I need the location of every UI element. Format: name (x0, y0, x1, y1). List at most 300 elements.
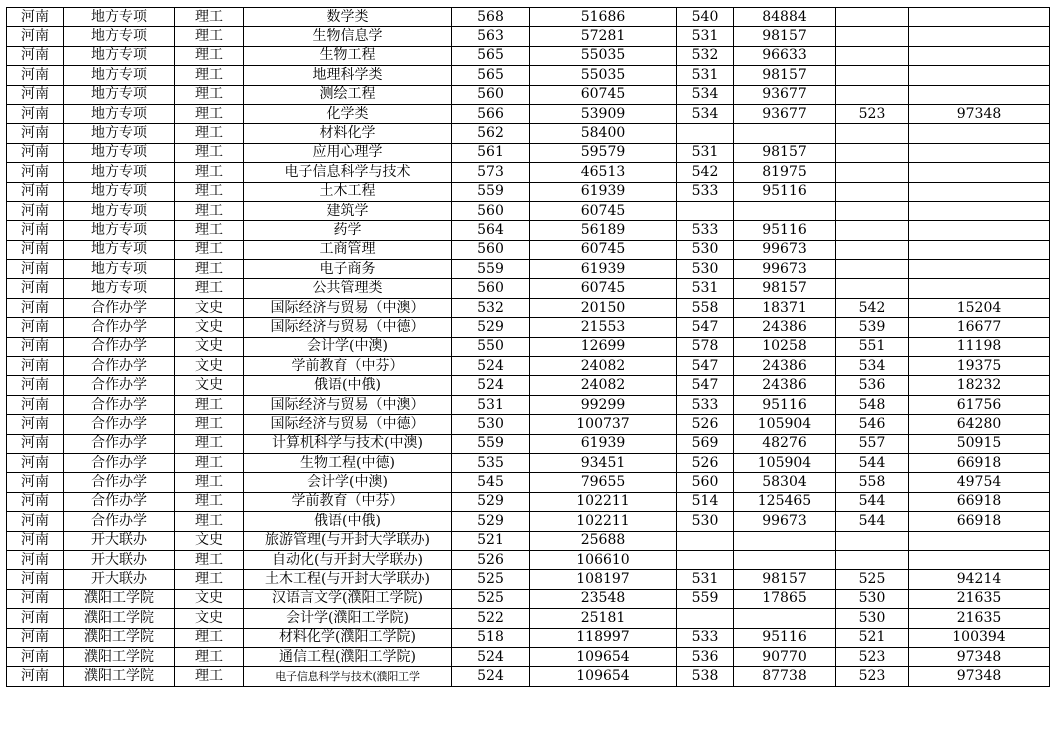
rank-cell: 24386 (734, 357, 836, 376)
table-row (7, 609, 1050, 628)
batch-type-cell: 濮阳工学院 (64, 647, 175, 666)
score-cell: 560 (677, 473, 734, 492)
batch-type-cell: 开大联办 (64, 570, 175, 589)
score-cell: 536 (677, 647, 734, 666)
score-cell: 530 (836, 609, 909, 628)
score-cell: 526 (452, 550, 530, 569)
rank-cell: 24386 (734, 318, 836, 337)
score-cell: 533 (677, 182, 734, 201)
score-cell: 558 (677, 298, 734, 317)
table-row (7, 298, 1050, 317)
rank-cell: 98157 (734, 570, 836, 589)
rank-cell: 16677 (909, 318, 1050, 337)
score-cell: 547 (677, 376, 734, 395)
rank-cell: 93677 (734, 104, 836, 123)
province-cell: 河南 (7, 531, 64, 550)
subject-category-cell: 理工 (175, 570, 244, 589)
rank-cell: 19375 (909, 357, 1050, 376)
score-cell: 548 (836, 395, 909, 414)
subject-category-cell: 文史 (175, 298, 244, 317)
score-cell (836, 27, 909, 46)
major-name-cell: 土木工程(与开封大学联办) (244, 570, 452, 589)
province-cell: 河南 (7, 570, 64, 589)
batch-type-cell: 濮阳工学院 (64, 609, 175, 628)
table-row (7, 647, 1050, 666)
score-cell: 562 (452, 124, 530, 143)
major-name-cell: 电子信息科学与技术(濮阳工学 (244, 667, 452, 686)
rank-cell: 125465 (734, 492, 836, 511)
score-cell (677, 124, 734, 143)
table-row (7, 221, 1050, 240)
batch-type-cell: 合作办学 (64, 512, 175, 531)
table-row (7, 589, 1050, 608)
subject-category-cell: 文史 (175, 376, 244, 395)
subject-category-cell: 理工 (175, 395, 244, 414)
major-name-cell: 俄语(中俄) (244, 512, 452, 531)
score-cell: 542 (677, 163, 734, 182)
rank-cell (734, 201, 836, 220)
major-name-cell: 土木工程 (244, 182, 452, 201)
major-name-cell: 地理科学类 (244, 66, 452, 85)
score-cell: 560 (452, 85, 530, 104)
major-name-cell: 数学类 (244, 8, 452, 27)
batch-type-cell: 地方专项 (64, 8, 175, 27)
score-cell (836, 550, 909, 569)
rank-cell: 64280 (909, 415, 1050, 434)
rank-cell (909, 550, 1050, 569)
batch-type-cell: 地方专项 (64, 260, 175, 279)
rank-cell: 59579 (530, 143, 677, 162)
score-cell: 523 (836, 667, 909, 686)
score-cell: 523 (836, 104, 909, 123)
score-cell (677, 609, 734, 628)
province-cell: 河南 (7, 46, 64, 65)
score-cell: 521 (836, 628, 909, 647)
province-cell: 河南 (7, 337, 64, 356)
rank-cell: 18232 (909, 376, 1050, 395)
province-cell: 河南 (7, 415, 64, 434)
rank-cell: 61939 (530, 434, 677, 453)
score-cell: 524 (452, 357, 530, 376)
batch-type-cell: 地方专项 (64, 240, 175, 259)
batch-type-cell: 地方专项 (64, 163, 175, 182)
rank-cell (909, 124, 1050, 143)
rank-cell: 102211 (530, 492, 677, 511)
batch-type-cell: 合作办学 (64, 492, 175, 511)
rank-cell: 46513 (530, 163, 677, 182)
score-cell (836, 124, 909, 143)
major-name-cell: 通信工程(濮阳工学院) (244, 647, 452, 666)
score-cell: 544 (836, 512, 909, 531)
major-name-cell: 学前教育（中芬） (244, 492, 452, 511)
table-row (7, 279, 1050, 298)
score-cell: 536 (836, 376, 909, 395)
rank-cell (734, 609, 836, 628)
table-row (7, 453, 1050, 472)
major-name-cell: 工商管理 (244, 240, 452, 259)
subject-category-cell: 理工 (175, 124, 244, 143)
rank-cell: 21635 (909, 609, 1050, 628)
rank-cell: 17865 (734, 589, 836, 608)
score-cell: 560 (452, 279, 530, 298)
score-cell (836, 531, 909, 550)
score-cell: 530 (677, 512, 734, 531)
score-cell: 531 (677, 143, 734, 162)
score-cell: 530 (836, 589, 909, 608)
subject-category-cell: 文史 (175, 589, 244, 608)
score-cell: 551 (836, 337, 909, 356)
score-cell: 531 (452, 395, 530, 414)
rank-cell: 58304 (734, 473, 836, 492)
batch-type-cell: 濮阳工学院 (64, 667, 175, 686)
rank-cell: 60745 (530, 85, 677, 104)
score-cell: 534 (677, 85, 734, 104)
rank-cell: 95116 (734, 395, 836, 414)
score-cell: 540 (677, 8, 734, 27)
rank-cell: 98157 (734, 66, 836, 85)
province-cell: 河南 (7, 221, 64, 240)
major-name-cell: 旅游管理(与开封大学联办) (244, 531, 452, 550)
rank-cell: 99299 (530, 395, 677, 414)
table-row (7, 395, 1050, 414)
rank-cell: 53909 (530, 104, 677, 123)
rank-cell: 95116 (734, 221, 836, 240)
major-name-cell: 生物信息学 (244, 27, 452, 46)
batch-type-cell: 合作办学 (64, 415, 175, 434)
batch-type-cell: 地方专项 (64, 201, 175, 220)
subject-category-cell: 理工 (175, 415, 244, 434)
score-cell: 523 (836, 647, 909, 666)
province-cell: 河南 (7, 279, 64, 298)
province-cell: 河南 (7, 589, 64, 608)
major-name-cell: 材料化学 (244, 124, 452, 143)
rank-cell: 24386 (734, 376, 836, 395)
batch-type-cell: 合作办学 (64, 376, 175, 395)
table-row (7, 182, 1050, 201)
major-name-cell: 会计学(中澳) (244, 473, 452, 492)
table-row (7, 628, 1050, 647)
score-cell: 550 (452, 337, 530, 356)
score-cell: 518 (452, 628, 530, 647)
major-name-cell: 国际经济与贸易（中德） (244, 318, 452, 337)
rank-cell: 20150 (530, 298, 677, 317)
subject-category-cell: 文史 (175, 357, 244, 376)
province-cell: 河南 (7, 492, 64, 511)
rank-cell: 18371 (734, 298, 836, 317)
score-cell: 564 (452, 221, 530, 240)
major-name-cell: 材料化学(濮阳工学院) (244, 628, 452, 647)
rank-cell: 99673 (734, 512, 836, 531)
rank-cell: 105904 (734, 453, 836, 472)
major-name-cell: 国际经济与贸易（中德） (244, 415, 452, 434)
score-cell (677, 531, 734, 550)
table-row (7, 357, 1050, 376)
rank-cell: 21635 (909, 589, 1050, 608)
score-cell: 531 (677, 279, 734, 298)
subject-category-cell: 理工 (175, 473, 244, 492)
score-cell: 524 (452, 376, 530, 395)
admission-score-table (6, 7, 1050, 687)
table-row (7, 27, 1050, 46)
subject-category-cell: 文史 (175, 609, 244, 628)
rank-cell: 24082 (530, 376, 677, 395)
score-cell: 531 (677, 570, 734, 589)
rank-cell: 100394 (909, 628, 1050, 647)
score-cell: 530 (677, 260, 734, 279)
score-cell: 514 (677, 492, 734, 511)
province-cell: 河南 (7, 240, 64, 259)
table-row (7, 66, 1050, 85)
rank-cell (909, 221, 1050, 240)
score-cell (677, 201, 734, 220)
score-cell (836, 8, 909, 27)
score-cell: 530 (452, 415, 530, 434)
rank-cell (909, 27, 1050, 46)
subject-category-cell: 理工 (175, 8, 244, 27)
score-cell: 521 (452, 531, 530, 550)
score-cell: 526 (677, 453, 734, 472)
rank-cell: 102211 (530, 512, 677, 531)
rank-cell: 12699 (530, 337, 677, 356)
rank-cell: 94214 (909, 570, 1050, 589)
score-cell: 560 (452, 240, 530, 259)
rank-cell: 106610 (530, 550, 677, 569)
table-row (7, 240, 1050, 259)
major-name-cell: 汉语言文学(濮阳工学院) (244, 589, 452, 608)
score-cell: 559 (677, 589, 734, 608)
rank-cell: 48276 (734, 434, 836, 453)
province-cell: 河南 (7, 453, 64, 472)
score-cell: 578 (677, 337, 734, 356)
rank-cell: 66918 (909, 453, 1050, 472)
score-cell: 524 (452, 667, 530, 686)
table-row (7, 143, 1050, 162)
score-cell: 573 (452, 163, 530, 182)
score-cell (836, 240, 909, 259)
subject-category-cell: 理工 (175, 27, 244, 46)
score-cell: 559 (452, 182, 530, 201)
major-name-cell: 公共管理类 (244, 279, 452, 298)
score-cell: 535 (452, 453, 530, 472)
table-row (7, 473, 1050, 492)
major-name-cell: 电子信息科学与技术 (244, 163, 452, 182)
rank-cell: 109654 (530, 647, 677, 666)
subject-category-cell: 理工 (175, 667, 244, 686)
score-cell: 525 (836, 570, 909, 589)
rank-cell: 61939 (530, 182, 677, 201)
score-cell: 526 (677, 415, 734, 434)
rank-cell: 81975 (734, 163, 836, 182)
rank-cell (734, 550, 836, 569)
score-cell: 544 (836, 453, 909, 472)
score-cell: 545 (452, 473, 530, 492)
rank-cell: 97348 (909, 647, 1050, 666)
subject-category-cell: 理工 (175, 85, 244, 104)
subject-category-cell: 理工 (175, 628, 244, 647)
major-name-cell: 测绘工程 (244, 85, 452, 104)
score-cell (836, 46, 909, 65)
province-cell: 河南 (7, 8, 64, 27)
rank-cell: 98157 (734, 27, 836, 46)
score-cell: 547 (677, 357, 734, 376)
rank-cell: 61939 (530, 260, 677, 279)
rank-cell: 50915 (909, 434, 1050, 453)
rank-cell (734, 124, 836, 143)
major-name-cell: 国际经济与贸易（中澳） (244, 395, 452, 414)
subject-category-cell: 理工 (175, 647, 244, 666)
batch-type-cell: 合作办学 (64, 318, 175, 337)
province-cell: 河南 (7, 201, 64, 220)
score-cell: 559 (452, 434, 530, 453)
province-cell: 河南 (7, 124, 64, 143)
major-name-cell: 俄语(中俄) (244, 376, 452, 395)
rank-cell: 66918 (909, 492, 1050, 511)
rank-cell: 60745 (530, 240, 677, 259)
score-cell: 538 (677, 667, 734, 686)
province-cell: 河南 (7, 434, 64, 453)
rank-cell: 61756 (909, 395, 1050, 414)
score-cell: 559 (452, 260, 530, 279)
rank-cell (909, 66, 1050, 85)
batch-type-cell: 地方专项 (64, 143, 175, 162)
subject-category-cell: 理工 (175, 512, 244, 531)
table-row (7, 46, 1050, 65)
province-cell: 河南 (7, 473, 64, 492)
score-cell: 532 (452, 298, 530, 317)
batch-type-cell: 合作办学 (64, 337, 175, 356)
province-cell: 河南 (7, 550, 64, 569)
major-name-cell: 药学 (244, 221, 452, 240)
table-row (7, 492, 1050, 511)
table-body (7, 8, 1050, 687)
rank-cell: 99673 (734, 260, 836, 279)
rank-cell: 11198 (909, 337, 1050, 356)
score-cell: 566 (452, 104, 530, 123)
subject-category-cell: 文史 (175, 531, 244, 550)
table-row (7, 8, 1050, 27)
province-cell: 河南 (7, 298, 64, 317)
score-cell: 539 (836, 318, 909, 337)
rank-cell: 49754 (909, 473, 1050, 492)
score-cell: 544 (836, 492, 909, 511)
score-cell: 531 (677, 27, 734, 46)
rank-cell: 118997 (530, 628, 677, 647)
batch-type-cell: 地方专项 (64, 46, 175, 65)
rank-cell (909, 260, 1050, 279)
rank-cell (909, 8, 1050, 27)
score-cell (836, 279, 909, 298)
table-row (7, 550, 1050, 569)
score-cell: 524 (452, 647, 530, 666)
score-cell: 558 (836, 473, 909, 492)
score-cell (836, 201, 909, 220)
major-name-cell: 国际经济与贸易（中澳） (244, 298, 452, 317)
major-name-cell: 学前教育（中芬） (244, 357, 452, 376)
batch-type-cell: 地方专项 (64, 279, 175, 298)
batch-type-cell: 濮阳工学院 (64, 589, 175, 608)
subject-category-cell: 理工 (175, 240, 244, 259)
score-cell: 529 (452, 318, 530, 337)
score-cell: 542 (836, 298, 909, 317)
table-row (7, 85, 1050, 104)
score-cell (836, 85, 909, 104)
score-cell: 534 (836, 357, 909, 376)
province-cell: 河南 (7, 260, 64, 279)
score-cell (836, 163, 909, 182)
rank-cell: 99673 (734, 240, 836, 259)
table-row (7, 163, 1050, 182)
batch-type-cell: 地方专项 (64, 66, 175, 85)
rank-cell: 55035 (530, 66, 677, 85)
score-cell: 561 (452, 143, 530, 162)
subject-category-cell: 理工 (175, 66, 244, 85)
rank-cell: 98157 (734, 279, 836, 298)
batch-type-cell: 地方专项 (64, 85, 175, 104)
subject-category-cell: 文史 (175, 318, 244, 337)
score-cell: 557 (836, 434, 909, 453)
rank-cell: 84884 (734, 8, 836, 27)
score-cell (836, 143, 909, 162)
province-cell: 河南 (7, 318, 64, 337)
rank-cell: 93677 (734, 85, 836, 104)
score-cell: 533 (677, 221, 734, 240)
score-cell: 547 (677, 318, 734, 337)
table-row (7, 337, 1050, 356)
province-cell: 河南 (7, 182, 64, 201)
rank-cell: 60745 (530, 279, 677, 298)
subject-category-cell: 理工 (175, 221, 244, 240)
score-cell: 533 (677, 395, 734, 414)
major-name-cell: 会计学(中澳) (244, 337, 452, 356)
subject-category-cell: 理工 (175, 201, 244, 220)
rank-cell: 24082 (530, 357, 677, 376)
table-row (7, 512, 1050, 531)
province-cell: 河南 (7, 376, 64, 395)
score-cell: 568 (452, 8, 530, 27)
batch-type-cell: 地方专项 (64, 104, 175, 123)
subject-category-cell: 理工 (175, 260, 244, 279)
province-cell: 河南 (7, 395, 64, 414)
rank-cell: 95116 (734, 628, 836, 647)
province-cell: 河南 (7, 143, 64, 162)
rank-cell: 96633 (734, 46, 836, 65)
table-row (7, 531, 1050, 550)
major-name-cell: 会计学(濮阳工学院) (244, 609, 452, 628)
batch-type-cell: 开大联办 (64, 550, 175, 569)
province-cell: 河南 (7, 609, 64, 628)
rank-cell (909, 240, 1050, 259)
rank-cell: 109654 (530, 667, 677, 686)
batch-type-cell: 地方专项 (64, 221, 175, 240)
score-cell: 546 (836, 415, 909, 434)
subject-category-cell: 理工 (175, 492, 244, 511)
score-cell (677, 550, 734, 569)
score-cell: 531 (677, 66, 734, 85)
batch-type-cell: 濮阳工学院 (64, 628, 175, 647)
score-cell: 532 (677, 46, 734, 65)
major-name-cell: 计算机科学与技术(中澳) (244, 434, 452, 453)
score-cell: 563 (452, 27, 530, 46)
batch-type-cell: 地方专项 (64, 124, 175, 143)
rank-cell (909, 201, 1050, 220)
rank-cell: 95116 (734, 182, 836, 201)
rank-cell: 66918 (909, 512, 1050, 531)
rank-cell: 79655 (530, 473, 677, 492)
subject-category-cell: 理工 (175, 182, 244, 201)
province-cell: 河南 (7, 512, 64, 531)
rank-cell (909, 85, 1050, 104)
score-cell: 534 (677, 104, 734, 123)
